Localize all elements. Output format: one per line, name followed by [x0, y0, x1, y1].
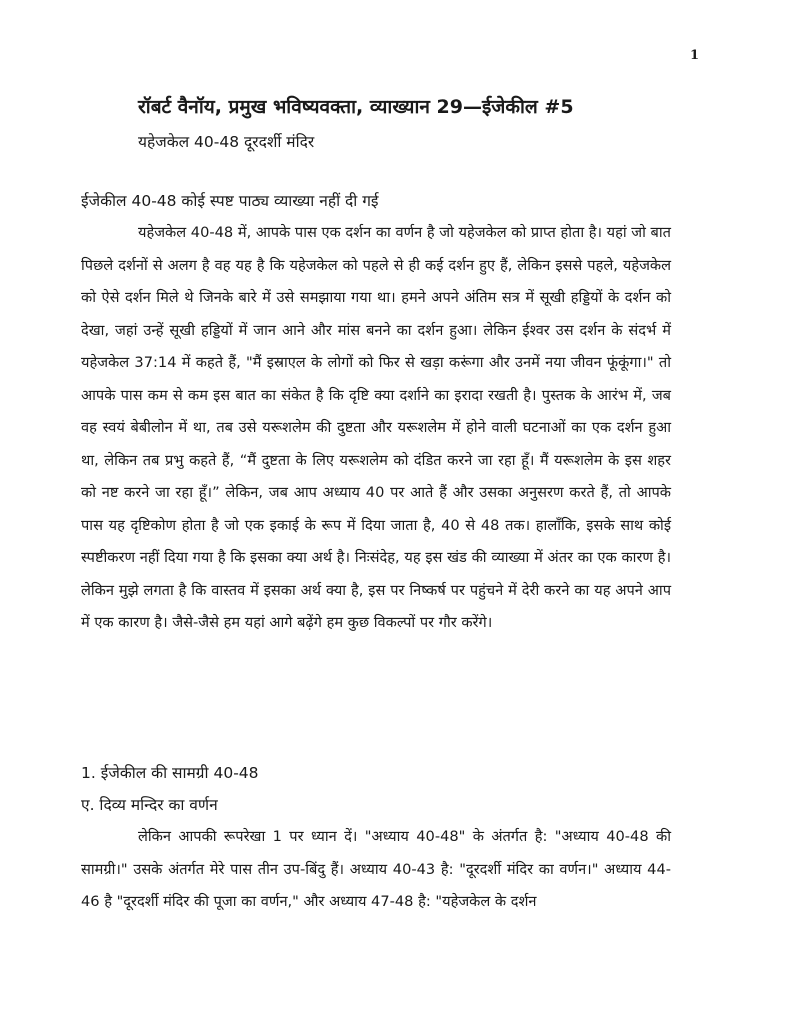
lecture-subtitle: यहेजकेल 40-48 दूरदर्शी मंदिर: [138, 133, 315, 151]
page-number: 1: [690, 48, 700, 63]
subsection-heading: ए. दिव्य मन्दिर का वर्णन: [81, 796, 218, 814]
section-heading: ईजेकील 40-48 कोई स्पष्ट पाठ्य व्याख्या नहीं दी गई: [81, 192, 379, 210]
lecture-title: रॉबर्ट वैनॉय, प्रमुख भविष्यवक्ता, व्याख्यान 29—ईजेकील #5: [138, 96, 574, 118]
body-paragraph: यहेजकेल 40-48 में, आपके पास एक दर्शन का वर्णन है जो यहेजकेल को प्राप्त होता है। यहां जो बात पिछले दर्शनों से अलग है वह यह है कि यहेजकेल को पहले से ही कई दर्शन हुए हैं, लेकिन इससे पहले, यहेजकेल को ऐसे दर्शन मिले थे जिनके बारे में उसे समझाया गया था। हमने अपने अंतिम सत्र में सूखी हड्डियों के दर्शन को देखा, जहां उन्हें सूखी हड्डियों में जान आने और मांस बनने का दर्शन हुआ। लेकिन ईश्वर उस दर्शन के संदर्भ में यहेजकेल 37:14 में कहते हैं, "मैं इस्राएल के लोगों को फिर से खड़ा करूंगा और उनमें नया जीवन फूंकूंगा।" तो आपके पास कम से कम इस बात का संकेत है कि दृष्टि क्या दर्शाने का इरादा रखती है। पुस्तक के आरंभ में, जब वह स्वयं बेबीलोन में था, तब उसे यरूशलेम की दुष्टता और यरूशलेम में होने वाली घटनाओं का एक दर्शन हुआ था, लेकिन तब प्रभु कहते हैं, “मैं दुष्टता के लिए यरूशलेम को दंडित करने जा रहा हूँ। मैं यरूशलेम के इस शहर को नष्ट करने जा रहा हूँ।” लेकिन, जब आप अध्याय 40 पर आते हैं और उसका अनुसरण करते हैं, तो आपके पास यह दृष्टिकोण होता है जो एक इकाई के रूप में दिया जाता है, 40 से 48 तक। हालाँकि, इसके साथ कोई स्पष्टीकरण नहीं दिया गया है कि इसका क्या अर्थ है। निःसंदेह, यह इस खंड की व्याख्या में अंतर का एक कारण है। लेकिन मुझे लगता है कि वास्तव में इसका अर्थ क्या है, इस पर निष्कर्ष पर पहुंचने में देरी करने का यह अपने आप में एक कारण है। जैसे-जैसे हम यहां आगे बढ़ेंगे हम कुछ विकल्पों पर गौर करेंगे।: [81, 224, 671, 631]
body-paragraph: लेकिन आपकी रूपरेखा 1 पर ध्यान दें। "अध्याय 40-48" के अंतर्गत है: "अध्याय 40-48 की सामग्री।" उसके अंतर्गत मेरे पास तीन उप-बिंदु हैं। अध्याय 40-43 है: "दूरदर्शी मंदिर का वर्णन।" अध्याय 44-46 है "दूरदर्शी मंदिर की पूजा का वर्णन," और अध्याय 47-48 है: "यहेजकेल के दर्शन: [81, 828, 671, 910]
section-heading: 1. ईजेकील की सामग्री 40-48: [81, 764, 259, 782]
